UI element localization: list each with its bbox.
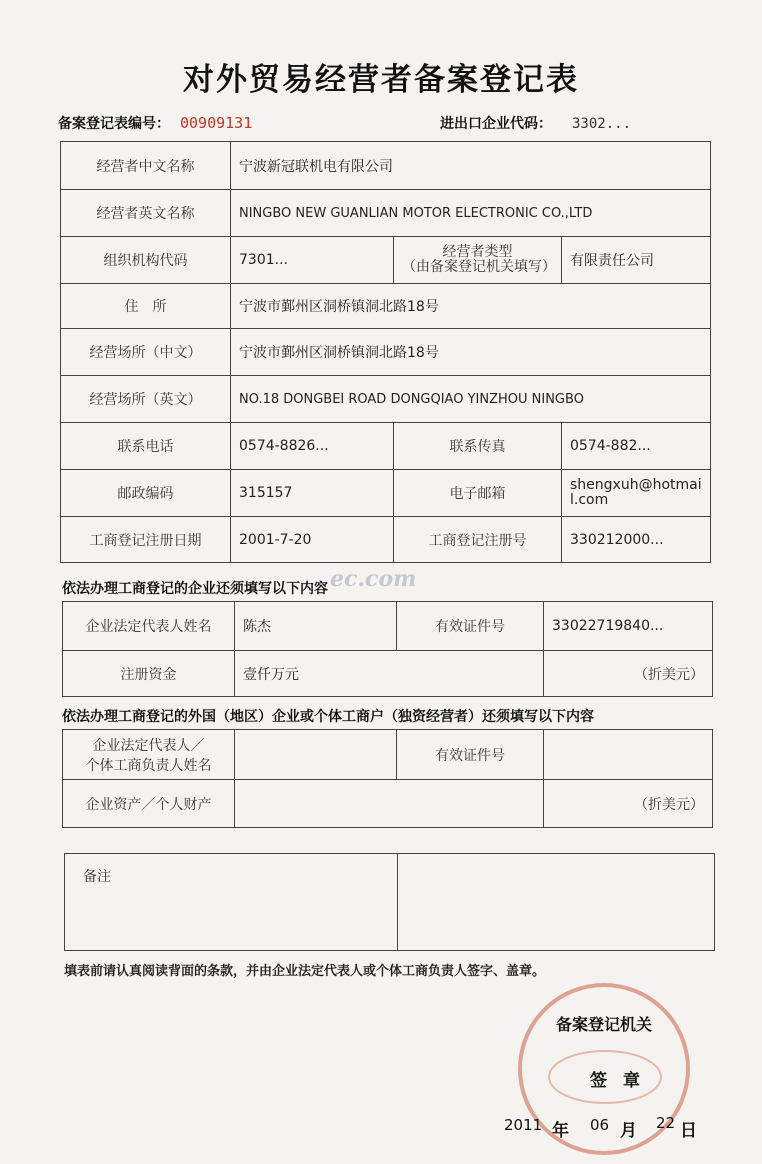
date-day-unit: 日 <box>680 1121 697 1141</box>
cn-name-label: 经营者中文名称 <box>61 142 231 190</box>
table-row <box>63 780 713 828</box>
enterprise-code-label: 进出口企业代码： <box>440 116 552 132</box>
table-row <box>61 284 711 329</box>
table-row <box>63 730 713 780</box>
assets-value <box>235 780 544 828</box>
seal-label: 签章 <box>590 1071 656 1091</box>
biz-type-label-line1: 经营者类型 <box>442 244 513 260</box>
biz-type-label-line2: （由备案登记机关填写） <box>402 259 556 275</box>
legal-rep-value: 陈杰 <box>235 602 397 651</box>
rep-label-line1: 企业法定代表人／ <box>92 737 205 754</box>
section2-table <box>62 729 713 828</box>
en-name-value: NINGBO NEW GUANLIAN MOTOR ELECTRONIC CO.,LTD <box>231 190 711 237</box>
id-label-2: 有效证件号 <box>397 730 544 780</box>
premises-cn-label: 经营场所（中文） <box>61 329 231 376</box>
cn-name-value: 宁波新冠联机电有限公司 <box>231 142 711 190</box>
fax-value: 0574-882... <box>562 423 711 470</box>
form-number <box>58 113 252 133</box>
table-row <box>61 142 711 190</box>
premises-en-value: NO.18 DONGBEI ROAD DONGQIAO YINZHOU NINGBO <box>231 376 711 423</box>
form-number-label: 备案登记表编号： <box>58 116 170 132</box>
table-row <box>61 517 711 563</box>
email-label: 电子邮箱 <box>394 470 562 517</box>
phone-label: 联系电话 <box>61 423 231 470</box>
section2-title: 依法办理工商登记的外国（地区）企业或个体工商户（独资经营者）还须填写以下内容 <box>62 709 594 725</box>
id-value-2 <box>544 730 713 780</box>
date-year-unit: 年 <box>552 1121 569 1141</box>
id-label: 有效证件号 <box>397 602 544 651</box>
section1-table <box>62 601 713 697</box>
section1-title: 依法办理工商登记的企业还须填写以下内容 <box>62 581 328 597</box>
authority-label: 备案登记机关 <box>556 1015 653 1034</box>
date-month-unit: 月 <box>620 1121 637 1141</box>
fax-label: 联系传真 <box>394 423 562 470</box>
reg-date-label: 工商登记注册日期 <box>61 517 231 563</box>
date-month: 06 <box>590 1116 610 1134</box>
reg-no-value: 330212000... <box>562 517 711 563</box>
remarks-label: 备注 <box>65 854 398 951</box>
id-value: 33022719840... <box>544 602 713 651</box>
remarks-table <box>64 853 715 951</box>
rep-label-line2: 个体工商负责人姓名 <box>85 757 212 774</box>
rep-label <box>63 730 235 780</box>
postcode-label: 邮政编码 <box>61 470 231 517</box>
reg-date-value: 2001-7-20 <box>231 517 394 563</box>
biz-type-label <box>394 237 562 284</box>
table-row <box>63 651 713 697</box>
capital-usd-note: （折美元） <box>544 651 713 697</box>
org-code-label: 组织机构代码 <box>61 237 231 284</box>
phone-value: 0574-8826... <box>231 423 394 470</box>
biz-type-value: 有限责任公司 <box>562 237 711 284</box>
table-row <box>61 329 711 376</box>
assets-label: 企业资产／个人财产 <box>63 780 235 828</box>
enterprise-code <box>440 113 631 133</box>
legal-rep-label: 企业法定代表人姓名 <box>63 602 235 651</box>
address-value: 宁波市鄞州区洞桥镇洞北路18号 <box>231 284 711 329</box>
table-row <box>61 237 711 284</box>
en-name-label: 经营者英文名称 <box>61 190 231 237</box>
reg-no-label: 工商登记注册号 <box>394 517 562 563</box>
rep-value <box>235 730 397 780</box>
table-row <box>65 854 715 951</box>
address-label: 住 所 <box>61 284 231 329</box>
premises-en-label: 经营场所（英文） <box>61 376 231 423</box>
capital-value: 壹仟万元 <box>235 651 544 697</box>
form-number-value: 00909131 <box>180 114 253 132</box>
main-info-table <box>60 141 711 563</box>
email-value: shengxuh@hotmail.com <box>562 470 711 517</box>
capital-label: 注册资金 <box>63 651 235 697</box>
table-row <box>63 602 713 651</box>
instruction-note: 填表前请认真阅读背面的条款，并由企业法定代表人或个体工商负责人签字、盖章。 <box>64 964 546 979</box>
table-row <box>61 423 711 470</box>
page-title: 对外贸易经营者备案登记表 <box>183 62 579 98</box>
table-row <box>61 190 711 237</box>
date-day: 22 <box>656 1114 676 1132</box>
enterprise-code-value: 3302... <box>572 116 632 132</box>
table-row <box>61 470 711 517</box>
date-year: 2011 <box>504 1116 543 1134</box>
table-row <box>61 376 711 423</box>
org-code-value: 7301... <box>231 237 394 284</box>
watermark: ec.com <box>330 566 417 592</box>
premises-cn-value: 宁波市鄞州区洞桥镇洞北路18号 <box>231 329 711 376</box>
remarks-value <box>398 854 715 951</box>
assets-usd-note: （折美元） <box>544 780 713 828</box>
postcode-value: 315157 <box>231 470 394 517</box>
